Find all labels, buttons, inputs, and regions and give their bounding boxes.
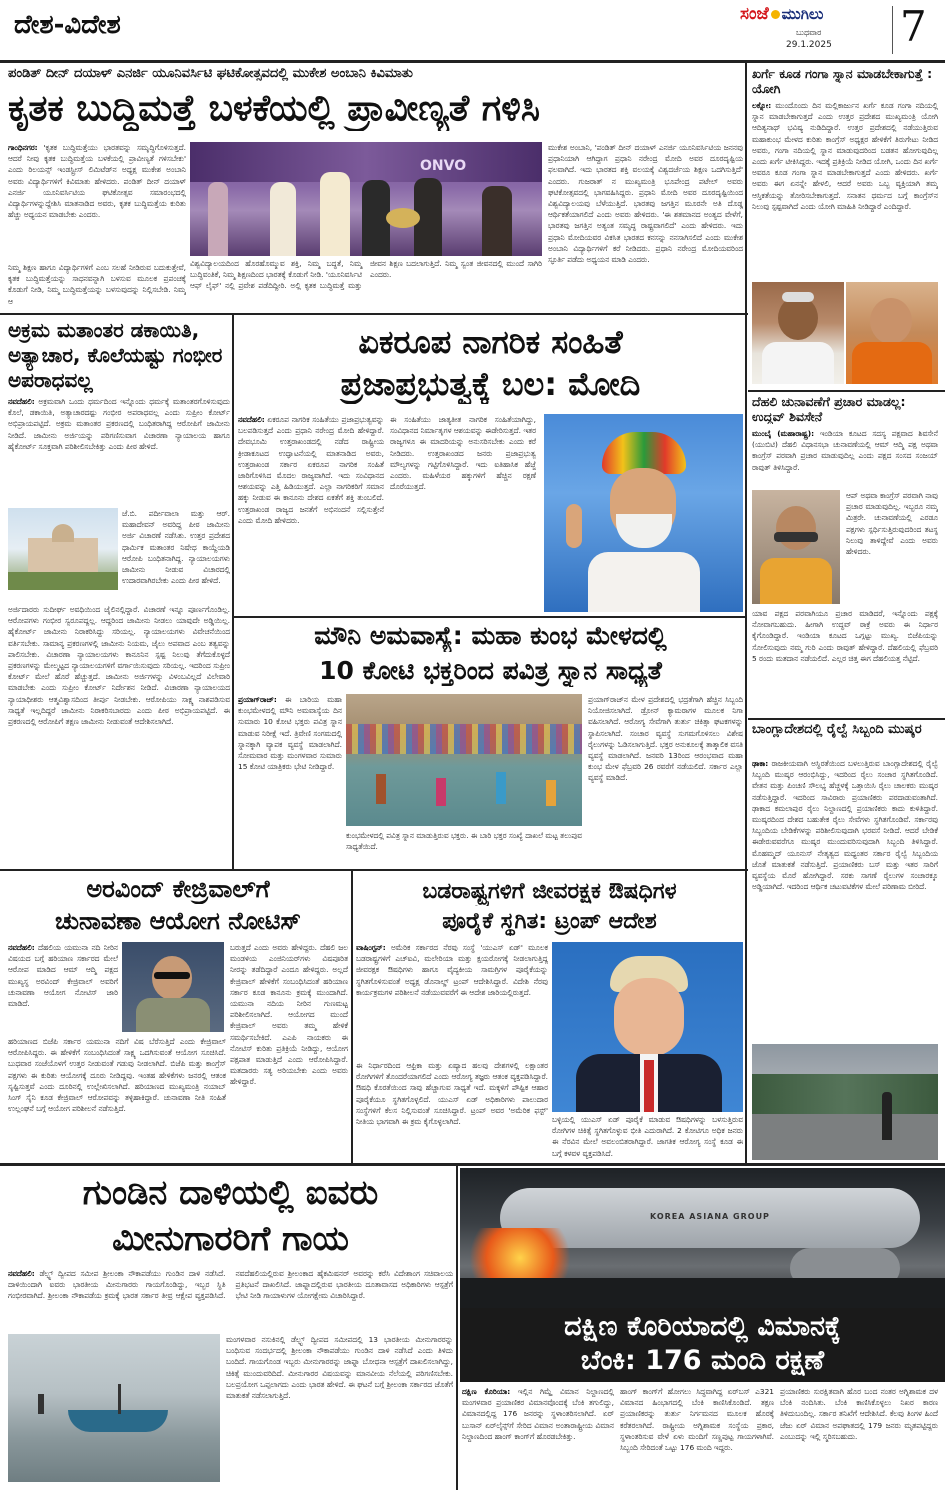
photo-fishing-boat — [8, 1334, 220, 1482]
headline-ucc-line1: ಏಕರೂಪ ನಾಗರಿಕ ಸಂಹಿತೆ — [358, 323, 623, 361]
issue-date: 29.1.2025 — [786, 40, 832, 50]
logo-sanje: ಸಂಜೆ — [740, 4, 769, 24]
bangladesh-body: ರಾಜಕೀಯವಾಗಿ ಅಸ್ಥಿರತೆಯಿಂದ ಬಳಲುತ್ತಿರುವ ಬಾಂಗ್ಲಾದೇಶದಲ್ಲಿ ರೈಲ್ವೆ ಸಿಬ್ಬಂದಿ ಮುಷ್ಕರ ಆರಂಭಿಸಿದ್ದು, ಇದರಿಂದ ರೈಲು ಸಂಚಾರ ಸ್ಥಗಿತಗೊಂಡಿದೆ. ವೇತನ ಮತ್ತು ಪಿಂಚಣಿ ಸೌಲಭ್ಯ ಹೆಚ್ಚಳಕ್ಕೆ ಒತ್ತಾಯಿಸಿ ರೈಲು ಚಾಲಕರು ಮುಷ್ಕರ ನಡೆಸುತ್ತಿದ್ದಾರೆ. ಇದರಿಂದ ಸಾವಿರಾರು ಪ್ರಯಾಣಿಕರು ಪರದಾಡುವಂತಾಗಿದೆ. ಢಾಕಾದ ಕಮಲಾಪುರ ರೈಲು ನಿಲ್ದಾಣದಲ್ಲಿ ಪ್ರಯಾಣಿಕರು ಕಾದು ಕುಳಿತಿದ್ದಾರೆ. ಮುಷ್ಕರದಿಂದ ದೇಶದ ಬಹುತೇಕ ರೈಲು ಸೇವೆಗಳು ಸ್ಥಗಿತಗೊಂಡಿವೆ. ಸರ್ಕಾರವು ಸಿಬ್ಬಂದಿಯ ಬೇಡಿಕೆಗಳನ್ನು ಪರಿಶೀಲಿಸುವುದಾಗಿ ಭರವಸೆ ನೀಡಿದೆ. ಆದರೆ ಬೇಡಿಕೆ ಈಡೇರುವವರೆಗೂ ಮುಷ್ಕರ ಮುಂದುವರಿಸುವುದಾಗಿ ಸಿಬ್ಬಂದಿ ತಿಳಿಸಿದ್ದಾರೆ. ಮೊಹಮ್ಮದ್ ಯೂನುಸ್ ನೇತೃತ್ವದ ಮಧ್ಯಂತರ ಸರ್ಕಾರ ರೈಲ್ವೆ ಸಿಬ್ಬಂದಿಯ ಜೊತೆ ಮಾತುಕತೆ ನಡೆಸುತ್ತಿದೆ. ಪ್ರಯಾಣಿಕರು ಬಸ್ ಮತ್ತು ಇತರ ಸಾರಿಗೆ ವ್ಯವಸ್ಥೆಯ ಮೊರೆ ಹೋಗಿದ್ದಾರೆ. ಸರಕು ಸಾಗಣೆ ರೈಲುಗಳ ಸಂಚಾರಕ್ಕೂ ಅಡ್ಡಿಯಾಗಿದೆ. ಇದರಿಂದ ಆರ್ಥಿಕ ಚಟುವಟಿಕೆಗಳ ಮೇಲೆ ಪರಿಣಾಮ ಬೀರಿದೆ. — [752, 759, 938, 892]
yogi-body: ಮುಂದೊಂದು ದಿನ ಮಲ್ಲಿಕಾರ್ಜುನ ಖರ್ಗೆ ಕೂಡ ಗಂಗಾ ನದಿಯಲ್ಲಿ ಸ್ನಾನ ಮಾಡಬೇಕಾಗುತ್ತದೆ ಎಂದು ಉತ್ತರ ಪ್ರದೇಶದ ಮುಖ್ಯಮಂತ್ರಿ ಯೋಗಿ ಆದಿತ್ಯನಾಥ್ ಭವಿಷ್ಯ ನುಡಿದಿದ್ದಾರೆ. ಉತ್ತರ ಪ್ರದೇಶದಲ್ಲಿ ನಡೆಯುತ್ತಿರುವ ಮಹಾಕುಂಭ ಮೇಳದ ಕುರಿತು ಕಾಂಗ್ರೆಸ್ ಅಧ್ಯಕ್ಷರ ಹೇಳಿಕೆಗೆ ತಿರುಗೇಟು ನೀಡಿದ ಅವರು, ಗಂಗಾ ನದಿಯಲ್ಲಿ ಸ್ನಾನ ಮಾಡುವುದರಿಂದ ಬಡತನ ಹೋಗುವುದಿಲ್ಲ ಎಂದು ಖರ್ಗೆ ಟೀಕಿಸಿದ್ದರು. ಇದಕ್ಕೆ ಪ್ರತಿಕ್ರಿಯೆ ನೀಡಿದ ಯೋಗಿ, ಒಂದು ದಿನ ಖರ್ಗೆ ಅವರೂ ಕೂಡ ಗಂಗಾ ಸ್ನಾನ ಮಾಡಬೇಕಾಗುತ್ತದೆ ಎಂದು ಹೇಳಿದರು. ಖರ್ಗೆ ಅವರು ಈಗ ಏನನ್ನೇ ಹೇಳಲಿ, ಆದರೆ ಅವರು ಒಬ್ಬ ವ್ಯಕ್ತಿಯಾಗಿ ತಮ್ಮ ಆಸ್ತಿಕತೆಯನ್ನು ತೋರಿಸಬೇಕಾಗುತ್ತದೆ. ಸನಾತನ ಧರ್ಮದ ಬಗ್ಗೆ ಕಾಂಗ್ರೆಸ್‌ನ ನಿಲುವು ಸ್ಪಷ್ಟವಾಗಿದೆ ಎಂದು ಯೋಗಿ ಮಾಹಿತಿ ನೀಡಿದ್ದಾರೆ ಎಂದಿದ್ದಾರೆ. — [752, 101, 938, 211]
dateline-korea: ದಕ್ಷಿಣ ಕೊರಿಯಾ: — [462, 1387, 511, 1396]
ambani-caption: ವಿಶ್ವವಿದ್ಯಾಲಯದಿಂದ ಹೊರಹೊಮ್ಮುವ ಶಕ್ತಿ, ನಿಮ್ಮ ಬದ್ಧತೆ, ನಿಮ್ಮ ಬುದ್ಧಿವಂತಿಕೆ, ನಿಮ್ಮ ಶಿಕ್ಷಣದಿಂದ ಭಾರತಕ್ಕೆ ಕೊಡುಗೆ ನೀಡಿ. 'ಯೂನಿವರ್ಸಿಟಿ ಆಫ್ ಲೈಫ್' ನಲ್ಲಿ ಪ್ರವೇಶ ಪಡೆದಿದ್ದೀರಿ. ಅಲ್ಲಿ ಕೃತಕ ಬುದ್ಧಿಮತ್ತೆ ಮತ್ತು ಜೀವನ ಶಿಕ್ಷಣ ಬದಲಾಗುತ್ತಿದೆ. ನಿಮ್ಮ ಸ್ವಂತ ಜೀವನದಲ್ಲಿ ಮುಂದೆ ಸಾಗಿರಿ ಎಂದರು. — [190, 259, 542, 291]
headline-kumbh-line2: 10 ಕೋಟಿ ಭಕ್ತರಿಂದ ಪವಿತ್ರ ಸ್ನಾನ ಸಾಧ್ಯತೆ — [319, 656, 662, 685]
trump-text3: ಬಳ್ಳಿಯಲ್ಲಿ ಯುಎಸ್ ಏಡ್ ಪೂರೈಕೆ ಮಾಡುವ ಔಷಧಿಗಳನ್ನು ಬಳಸುತ್ತಿರುವ ರೋಗಿಗಳ ಚಿಕಿತ್ಸೆ ಸ್ಥಗಿತಗೊಳ್ಳುವ ಭೀತಿ ಎದುರಾಗಿದೆ. 2 ಕೋಟಿಗೂ ಅಧಿಕ ಜನರು ಈ ನೆರವಿನ ಮೇಲೆ ಅವಲಂಬಿತರಾಗಿದ್ದಾರೆ. ಜಾಗತಿಕ ಆರೋಗ್ಯ ಸಂಸ್ಥೆ ಕೂಡ ಈ ಬಗ್ಗೆ ಕಳವಳ ವ್ಯಕ್ತಪಡಿಸಿದೆ. — [552, 1115, 743, 1158]
dateline-uddhav: ಮುಂಬೈ (ಮಹಾರಾಷ್ಟ್ರ): — [752, 429, 815, 438]
photo-kumbh-bathing — [346, 694, 582, 826]
kicker-ambani: ಪಂಡಿತ್ ದೀನ್ ದಯಾಳ್ ಎನರ್ಜಿ ಯೂನಿವರ್ಸಿಟಿ ಘಟಿಕೋತ್ಸವದಲ್ಲಿ ಮುಕೇಶ ಅಂಬಾನಿ ಕಿವಿಮಾತು — [8, 66, 413, 81]
headline-fishermen-line1: ಗುಂಡಿನ ದಾಳಿಯಲ್ಲಿ ಐವರು — [82, 1173, 379, 1213]
headline-korea-line2: ಬೆಂಕಿ: 176 ಮಂದಿ ರಕ್ಷಣೆ — [580, 1345, 825, 1376]
ucc-col2: ಈ ಸಂಹಿತೆಯು ಜಾತ್ಯತೀತ ನಾಗರಿಕ ಸಂಹಿತೆಯಾಗಿದ್ದು, ಸಂವಿಧಾನದ ನಿರ್ಮಾತೃಗಳ ಆಶಯವನ್ನು ಈಡೇರಿಸುತ್ತದೆ. ಇತರ ರಾಜ್ಯಗಳೂ ಈ ಮಾದರಿಯನ್ನು ಅನುಸರಿಸಬೇಕು ಎಂದು ಕರೆ ನೀಡಿದರು. ಉತ್ತರಾಖಂಡದ ಜನರು ಪ್ರಜಾಪ್ರಭುತ್ವ ಮೌಲ್ಯಗಳನ್ನು ಗಟ್ಟಿಗೊಳಿಸಿದ್ದಾರೆ. ಇದು ಐತಿಹಾಸಿಕ ಹೆಜ್ಜೆ ಎಂದರು. ಮಹಿಳೆಯರ ಹಕ್ಕುಗಳಿಗೆ ಹೆಚ್ಚಿನ ರಕ್ಷಣೆ ದೊರೆಯುತ್ತದೆ. — [390, 415, 536, 492]
bangladesh-text — [752, 758, 938, 1040]
photo-aircraft-fire — [460, 1168, 945, 1308]
section-title: ದೇಶ-ವಿದೇಶ — [14, 10, 121, 40]
crime-text3: ಅರ್ಜಿದಾರರು ಸುದೀರ್ಘ ಅವಧಿಯಿಂದ ಜೈಲಿನಲ್ಲಿದ್ದಾರೆ. ವಿಚಾರಣೆ ಇನ್ನೂ ಪೂರ್ಣಗೊಂಡಿಲ್ಲ. ಆರೋಪಗಳು ಗಂಭೀರ ಸ್ವರೂಪದ್ದಲ್ಲ. ಆದ್ದರಿಂದ ಜಾಮೀನು ನೀಡಲು ಯಾವುದೇ ಅಡ್ಡಿಯಿಲ್ಲ. ಹೈಕೋರ್ಟ್ ಜಾಮೀನು ನಿರಾಕರಿಸಿದ್ದು ಸರಿಯಲ್ಲ. ನ್ಯಾಯಾಲಯಗಳು ವಿವೇಚನೆಯಿಂದ ವರ್ತಿಸಬೇಕು. ಸಾಮಾನ್ಯ ಪ್ರಕರಣಗಳಲ್ಲಿ ಜಾಮೀನು ನಿಯಮ, ಜೈಲು ಅಪವಾದ ಎಂಬ ತತ್ವವನ್ನು ಪಾಲಿಸಬೇಕು. ವಿಚಾರಣಾ ನ್ಯಾಯಾಲಯಗಳು ಕಾನೂನಿನ ಸ್ಪಷ್ಟ ನಿಲುವು ತೆಗೆದುಕೊಳ್ಳದೆ ಪ್ರಕರಣಗಳನ್ನು ಮೇಲ್ಮಟ್ಟದ ನ್ಯಾಯಾಲಯಗಳಿಗೆ ವರ್ಗಾಯಿಸುವುದು ಸರಿಯಲ್ಲ. ಇದರಿಂದ ಸುಪ್ರೀಂ ಕೋರ್ಟ್ ಮೇಲೆ ಹೊರೆ ಹೆಚ್ಚುತ್ತದೆ. ಜಾಮೀನು ಅರ್ಜಿಗಳನ್ನು ವಿಳಂಬವಿಲ್ಲದೆ ವಿಲೇವಾರಿ ಮಾಡಬೇಕು ಎಂದು ಸುಪ್ರೀಂ ಕೋರ್ಟ್ ನಿರ್ದೇಶನ ನೀಡಿದೆ. ವಿಚಾರಣಾ ನ್ಯಾಯಾಲಯದ ನ್ಯಾಯಾಧೀಶರು ಆತ್ಮವಿಶ್ವಾಸದಿಂದ ತೀರ್ಪು ನೀಡಬೇಕು. ಆರೋಪಿಯು ಸಾಕ್ಷ್ಯ ನಾಶಪಡಿಸುವ ಸಾಧ್ಯತೆ ಇಲ್ಲದಿದ್ದರೆ ಜಾಮೀನು ನಿರಾಕರಿಸಬಾರದು ಎಂದು ಪೀಠ ಅಭಿಪ್ರಾಯಪಟ್ಟಿದೆ. ಈ ಪ್ರಕರಣದಲ್ಲಿ ಆರೋಪಿಗೆ ತಕ್ಷಣ ಜಾಮೀನು ನೀಡುವಂತೆ ಆದೇಶಿಸಲಾಗಿದೆ. — [8, 605, 230, 727]
ucc-col1 — [238, 414, 384, 612]
photo-supreme-court — [8, 508, 118, 590]
photo-railway-platform — [752, 1044, 938, 1160]
headline-bangladesh: ಬಾಂಗ್ಲಾದೇಶದಲ್ಲಿ ರೈಲ್ವೆ ಸಿಬ್ಬಂದಿ ಮುಷ್ಕರ — [752, 722, 922, 737]
dateline-ambani: ಗಾಂಧಿನಗರ: — [8, 143, 38, 152]
issue-weekday: ಬುಧವಾರ — [796, 28, 822, 37]
dateline-crime: ನವದೆಹಲಿ: — [8, 397, 35, 406]
logo-mugilu: ಮುಗಿಲು — [781, 5, 824, 23]
headline-conversion: ಅಕ್ರಮ ಮತಾಂತರ ಡಕಾಯಿತಿ, ಅತ್ಯಾಚಾರ, ಕೊಲೆಯಷ್ಟು ಗಂಭೀರ ಅಪರಾಧವಲ್ಲ — [8, 318, 223, 392]
headline-kejriwal-line2: ಚುನಾವಣಾ ಆಯೋಗ ನೋಟಿಸ್ — [55, 907, 301, 935]
dateline-trump: ವಾಷಿಂಗ್ಟನ್: — [356, 943, 386, 952]
headline-korea-line1: ದಕ್ಷಿಣ ಕೊರಿಯಾದಲ್ಲಿ ವಿಮಾನಕ್ಕೆ — [564, 1311, 841, 1342]
photo-yogi — [846, 282, 938, 384]
fishermen-text2: ಮಂಗಳವಾರ ನಸುಕಿನಲ್ಲಿ ಡೆಲ್ಫ್ಟ್ ದ್ವೀಪದ ಸಮೀಪದಲ್ಲಿ 13 ಭಾರತೀಯ ಮೀನುಗಾರರನ್ನು ಬಂಧಿಸುವ ಸಂದರ್ಭದಲ್ಲಿ ಶ್ರೀಲಂಕಾ ನೌಕಾಪಡೆಯು ಗುಂಡಿನ ದಾಳಿ ನಡೆಸಿದೆ ಎಂದು ತಿಳಿದು ಬಂದಿದೆ. ಗಾಯಗೊಂಡ ಇಬ್ಬರು ಮೀನುಗಾರರನ್ನು ಜಾಫ್ನಾ ಬೋಧನಾ ಆಸ್ಪತ್ರೆಗೆ ದಾಖಲಿಸಲಾಗಿದ್ದು, ಚಿಕಿತ್ಸೆ ಮುಂದುವರಿದಿದೆ. ಮೀನುಗಾರರ ವಿಷಯವನ್ನು ಮಾನವೀಯ ನೆಲೆಯಲ್ಲಿ ಪರಿಗಣಿಸಬೇಕು. ಬಲಪ್ರಯೋಗ ಒಪ್ಪಲಾಗದು ಎಂದು ಭಾರತ ಹೇಳಿದೆ. ಈ ಘಟನೆ ಬಗ್ಗೆ ಶ್ರೀಲಂಕಾ ಸರ್ಕಾರದ ಜೊತೆಗೆ ಮಾತುಕತೆ ನಡೆಸಲಾಗುತ್ತಿದೆ. — [226, 1335, 453, 1401]
photo-trump — [552, 942, 743, 1112]
korea-col1-body: ಇಲ್ಲಿನ ಗಿಮ್ಹೆ ವಿಮಾನ ನಿಲ್ದಾಣದಲ್ಲಿ ಮಂಗಳವಾರ ಪ್ರಯಾಣಿಕರ ವಿಮಾನವೊಂದಕ್ಕೆ ಬೆಂಕಿ ತಗುಲಿದ್ದು, ವಿಮಾನದಲ್ಲಿದ್ದ 176 ಜನರನ್ನು ಸ್ಥಳಾಂತರಿಸಲಾಗಿದೆ. ಏರ್ ಬುಸಾನ್ ಏರ್‌ಲೈನ್ಸ್‌ಗೆ ಸೇರಿದ ವಿಮಾನ ಅಂತಾರಾಷ್ಟ್ರೀಯ ವಿಮಾನ ನಿಲ್ದಾಣದಿಂದ ಹಾಂಗ್ ಕಾಂಗ್‌ಗೆ ಹೊರಡಬೇಕಿತ್ತು. — [462, 1387, 614, 1441]
uddhav-text2: ಆಪ್ ಅಥವಾ ಕಾಂಗ್ರೆಸ್ ಪರವಾಗಿ ನಾವು ಪ್ರಚಾರ ಮಾಡುವುದಿಲ್ಲ. ಇಬ್ಬರೂ ನಮ್ಮ ಮಿತ್ರರೇ. ಚುನಾವಣೆಯಲ್ಲಿ ಎರಡೂ ಪಕ್ಷಗಳು ಸ್ಪರ್ಧಿಸುತ್ತಿರುವುದರಿಂದ ತಟಸ್ಥ ನಿಲುವು ತಾಳಿದ್ದೇವೆ ಎಂದು ಅವರು ಹೇಳಿದರು. — [846, 491, 938, 557]
photo-kejriwal — [122, 942, 224, 1032]
korea-headline-band — [460, 1308, 945, 1382]
fishermen-body: ಡೆಲ್ಫ್ಟ್ ದ್ವೀಪದ ಸಮೀಪ ಶ್ರೀಲಂಕಾ ನೌಕಾಪಡೆಯು ಗುಂಡಿನ ದಾಳಿ ನಡೆಸಿದೆ. ದಾಳಿಯಿಂದಾಗಿ ಐವರು ಭಾರತೀಯ ಮೀನುಗಾರರು ಗಾಯಗೊಂಡಿದ್ದು, ಇಬ್ಬರ ಸ್ಥಿತಿ ಗಂಭೀರವಾಗಿದೆ. ಶ್ರೀಲಂಕಾ ನೌಕಾಪಡೆಯ ಕ್ರಮಕ್ಕೆ ಭಾರತ ಸರ್ಕಾರ ತೀವ್ರ ಆಕ್ಷೇಪ ವ್ಯಕ್ತಪಡಿಸಿದೆ. ನವದೆಹಲಿಯಲ್ಲಿರುವ ಶ್ರೀಲಂಕಾದ ಹೈಕಮಿಷನರ್ ಅವರನ್ನು ಕರೆಸಿ ವಿದೇಶಾಂಗ ಸಚಿವಾಲಯ ಪ್ರತಿಭಟನೆ ದಾಖಲಿಸಿದೆ. ಜಾಫ್ನಾದಲ್ಲಿರುವ ಭಾರತೀಯ ದೂತಾವಾಸದ ಅಧಿಕಾರಿಗಳು ಆಸ್ಪತ್ರೆಗೆ ಭೇಟಿ ನೀಡಿ ಗಾಯಾಳುಗಳ ಯೋಗಕ್ಷೇಮ ವಿಚಾರಿಸಿದ್ದಾರೆ. — [8, 1269, 453, 1301]
headline-trump-line2: ಪೂರೈಕೆ ಸ್ಥಗಿತ: ಟ್ರಂಪ್ ಆದೇಶ — [442, 909, 657, 934]
kumbh-col1-body: ಈ ಬಾರಿಯ ಮಹಾ ಕುಂಭಮೇಳದಲ್ಲಿ ಮೌನಿ ಅಮವಾಸ್ಯೆಯ ದಿನ ಸುಮಾರು 10 ಕೋಟಿ ಭಕ್ತರು ಪವಿತ್ರ ಸ್ನಾನ ಮಾಡುವ ನಿರೀಕ್ಷೆ ಇದೆ. ತ್ರಿವೇಣಿ ಸಂಗಮದಲ್ಲಿ ಸ್ನಾನಕ್ಕಾಗಿ ವ್ಯಾಪಕ ವ್ಯವಸ್ಥೆ ಮಾಡಲಾಗಿದೆ. ಸೋಮವಾರ ಮತ್ತು ಮಂಗಳವಾರ ಸುಮಾರು 15 ಕೋಟಿ ಯಾತ್ರಿಕರು ಭೇಟಿ ನೀಡಿದ್ದಾರೆ. — [238, 695, 342, 772]
trump-body1: ಅಮೆರಿಕ ಸರ್ಕಾರದ ನೆರವು ಸಂಸ್ಥೆ 'ಯುಎಸ್ ಏಡ್' ಮೂಲಕ ಬಡರಾಷ್ಟ್ರಗಳಿಗೆ ಎಚ್‌ಐವಿ, ಮಲೇರಿಯಾ ಮತ್ತು ಕ್ಷಯರೋಗಕ್ಕೆ ನೀಡಲಾಗುತ್ತಿದ್ದ ಜೀವರಕ್ಷಕ ಔಷಧಿಗಳು ಹಾಗೂ ವೈದ್ಯಕೀಯ ಸಾಮಗ್ರಿಗಳ ಪೂರೈಕೆಯನ್ನು ಸ್ಥಗಿತಗೊಳಿಸುವಂತೆ ಅಧ್ಯಕ್ಷ ಡೊನಾಲ್ಡ್ ಟ್ರಂಪ್ ಆದೇಶಿಸಿದ್ದಾರೆ. ವಿದೇಶಿ ನೆರವು ಕಾರ್ಯಕ್ರಮಗಳ ಪರಿಶೀಲನೆ ನಡೆಯುವವರೆಗೆ ಈ ಆದೇಶ ಜಾರಿಯಲ್ಲಿರುತ್ತದೆ. — [356, 943, 548, 997]
photo-modi — [544, 414, 743, 612]
kejriwal-text1 — [8, 942, 118, 1032]
korea-col2: ಹಾಂಗ್ ಕಾಂಗ್‌ಗೆ ಹೋಗಲು ಸಿದ್ಧವಾಗಿದ್ದ ಏರ್‌ಬಸ್ ಎ321 ವಿಮಾನದ ಹಿಂಭಾಗದಲ್ಲಿ ಬೆಂಕಿ ಕಾಣಿಸಿಕೊಂಡಿದೆ. ತಕ್ಷಣ ಪ್ರಯಾಣಿಕರನ್ನು ತುರ್ತು ನಿರ್ಗಮನದ ಮೂಲಕ ಹೊರಕ್ಕೆ ಕರೆತರಲಾಗಿದೆ. ರಾಷ್ಟ್ರೀಯ ಅಗ್ನಿಶಾಮಕ ಸಂಸ್ಥೆಯ ಪ್ರಕಾರ, ಸ್ಥಳಾಂತರಿಸುವ ವೇಳೆ ಏಳು ಮಂದಿಗೆ ಸಣ್ಣಪುಟ್ಟ ಗಾಯಗಳಾಗಿವೆ. ಸಿಬ್ಬಂದಿ ಸೇರಿದಂತೆ ಒಟ್ಟು 176 ಮಂದಿ ಇದ್ದರು. — [620, 1387, 774, 1453]
dateline-bangladesh: ಢಾಕಾ: — [752, 759, 769, 768]
crime-text1 — [8, 396, 230, 504]
kejriwal-text3: ಬರುತ್ತದೆ ಎಂದು ಅವರು ಹೇಳಿದ್ದರು. ದೆಹಲಿ ಜಲ ಮಂಡಳಿಯ ಎಂಜಿನಿಯರ್‌ಗಳು ವಿಷಪೂರಿತ ನೀರನ್ನು ತಡೆದಿದ್ದಾರೆ ಎಂದೂ ಹೇಳಿದ್ದರು. ಅಲ್ಲದೆ ಕೇಜ್ರಿವಾಲ್ ಹೇಳಿಕೆಗೆ ಸಂಬಂಧಿಸಿದಂತೆ ಹರಿಯಾಣ ಸರ್ಕಾರ ಕೂಡ ಕಾನೂನು ಕ್ರಮಕ್ಕೆ ಮುಂದಾಗಿದೆ. ಯಮುನಾ ನದಿಯ ನೀರಿನ ಗುಣಮಟ್ಟ ಪರಿಶೀಲಿಸಲಾಗಿದೆ. ಆಯೋಗದ ಮುಂದೆ ಕೇಜ್ರಿವಾಲ್ ಅವರು ತಮ್ಮ ಹೇಳಿಕೆ ಸಮರ್ಥಿಸಬೇಕಿದೆ. ಎಎಪಿ ನಾಯಕರು ಈ ನೋಟಿಸ್ ಕುರಿತು ಪ್ರತಿಕ್ರಿಯೆ ನೀಡಿದ್ದು, ಆಯೋಗ ಪಕ್ಷಪಾತ ಮಾಡುತ್ತಿದೆ ಎಂದು ಆರೋಪಿಸಿದ್ದಾರೆ. ಮತದಾರರು ಸತ್ಯ ಅರಿಯಬೇಕು ಎಂದು ಅವರು ಹೇಳಿದ್ದಾರೆ. — [230, 943, 348, 1087]
dateline-yogi: ಲಕ್ನೋ: — [752, 101, 772, 110]
ambani-col1-text: 'ಕೃತಕ ಬುದ್ಧಿಮತ್ತೆಯು ಭಾರತವನ್ನು ಸಮೃದ್ಧಿಗೊಳಿಸುತ್ತದೆ. ಆದರೆ ನೀವು ಕೃತಕ ಬುದ್ಧಿಮತ್ತೆಯ ಬಳಕೆಯಲ್ಲಿ ಪ್ರಾವೀಣ್ಯತೆ ಗಳಿಸಬೇಕು' ಎಂದು ರಿಲಯನ್ಸ್ ಇಂಡಸ್ಟ್ರೀಸ್ ಲಿಮಿಟೆಡ್‌ನ ಅಧ್ಯಕ್ಷ ಮುಕೇಶ ಅಂಬಾನಿ ಅವರು ವಿದ್ಯಾರ್ಥಿಗಳಿಗೆ ಕಿವಿಮಾತು ಹೇಳಿದರು. ಪಂಡಿತ್ ದೀನ್ ದಯಾಳ್ ಎನರ್ಜಿ ಯೂನಿವರ್ಸಿಟಿಯ ಘಟಿಕೋತ್ಸವ ಸಮಾರಂಭದಲ್ಲಿ ವಿದ್ಯಾರ್ಥಿಗಳನ್ನುದ್ದೇಶಿಸಿ ಮಾತನಾಡಿದ ಅವರು, ಕೃತಕ ಬುದ್ಧಿಮತ್ತೆಯ ಕುರಿತು ಹೆಚ್ಚು ಅಧ್ಯಯನ ಮಾಡಬೇಕು ಎಂದರು. — [8, 143, 186, 220]
kumbh-col3: ಪ್ರಯಾಗ್‌ರಾಜ್‌ನ ಮೇಳ ಪ್ರದೇಶದಲ್ಲಿ ಭದ್ರತೆಗಾಗಿ ಹೆಚ್ಚಿನ ಸಿಬ್ಬಂದಿ ನಿಯೋಜಿಸಲಾಗಿದೆ. ಡ್ರೋನ್ ಕ್ಯಾಮರಾಗಳ ಮೂಲಕ ನಿಗಾ ವಹಿಸಲಾಗಿದೆ. ಆರೋಗ್ಯ ಸೇವೆಗಾಗಿ ತುರ್ತು ಚಿಕಿತ್ಸಾ ಘಟಕಗಳನ್ನು ಸ್ಥಾಪಿಸಲಾಗಿದೆ. ಸಂಚಾರ ವ್ಯವಸ್ಥೆ ಸುಗಮಗೊಳಿಸಲು ವಿಶೇಷ ರೈಲುಗಳನ್ನು ಓಡಿಸಲಾಗುತ್ತಿದೆ. ಭಕ್ತರ ಅನುಕೂಲಕ್ಕೆ ತಾತ್ಕಾಲಿಕ ವಸತಿ ವ್ಯವಸ್ಥೆ ಮಾಡಲಾಗಿದೆ. ಜನವರಿ 13ರಿಂದ ಆರಂಭವಾದ ಮಹಾ ಕುಂಭ ಮೇಳ ಫೆಬ್ರವರಿ 26 ರವರೆಗೆ ನಡೆಯಲಿದೆ. ಸರ್ಕಾರ ಎಲ್ಲಾ ವ್ಯವಸ್ಥೆ ಮಾಡಿದೆ. — [588, 695, 743, 783]
headline-kumbh-line1: ಮೌನಿ ಅಮವಾಸ್ಯೆ: ಮಹಾ ಕುಂಭ ಮೇಳದಲ್ಲಿ — [314, 621, 667, 650]
photo-ambani-convocation: ONVO — [190, 142, 542, 256]
page-number: 7 — [900, 2, 927, 51]
uddhav-text3: ಯಾವ ಪಕ್ಷದ ಪರವಾಗಿಯೂ ಪ್ರಚಾರ ಮಾಡಿದರೆ, ಇನ್ನೊಂದು ಪಕ್ಷಕ್ಕೆ ನೋವಾಗಬಹುದು. ಹೀಗಾಗಿ ಉದ್ಧವ್ ಠಾಕ್ರೆ ಅವರು ಈ ನಿರ್ಧಾರ ಕೈಗೊಂಡಿದ್ದಾರೆ. ಇಂಡಿಯಾ ಕೂಟದ ಒಗ್ಗಟ್ಟು ಮುಖ್ಯ. ಬಿಜೆಪಿಯನ್ನು ಸೋಲಿಸುವುದು ನಮ್ಮ ಗುರಿ ಎಂದು ರಾವುತ್ ಹೇಳಿದ್ದಾರೆ. ದೆಹಲಿಯಲ್ಲಿ ಫೆಬ್ರವರಿ 5 ರಂದು ಮತದಾನ ನಡೆಯಲಿದೆ. ಎಲ್ಲರ ಚಿತ್ತ ಈಗ ದೆಹಲಿಯತ್ತ ನೆಟ್ಟಿದೆ. — [752, 609, 938, 663]
headline-trump-line1: ಬಡರಾಷ್ಟ್ರಗಳಿಗೆ ಜೀವರಕ್ಷಕ ಔಷಧಿಗಳ — [422, 879, 677, 904]
kumbh-col1 — [238, 694, 342, 866]
headline-yogi: ಖರ್ಗೆ ಕೂಡ ಗಂಗಾ ಸ್ನಾನ ಮಾಡಬೇಕಾಗುತ್ತೆ : ಯೋಗಿ — [752, 66, 933, 96]
kejriwal-text2: ಹರಿಯಾಣದ ಬಿಜೆಪಿ ಸರ್ಕಾರ ಯಮುನಾ ನದಿಗೆ ವಿಷ ಬೆರೆಸುತ್ತಿದೆ ಎಂದು ಕೇಜ್ರಿವಾಲ್ ಆರೋಪಿಸಿದ್ದರು. ಈ ಹೇಳಿಕೆಗೆ ಸಂಬಂಧಿಸಿದಂತೆ ಸಾಕ್ಷ್ಯ ಒದಗಿಸುವಂತೆ ಆಯೋಗ ಸೂಚಿಸಿದೆ. ಬುಧವಾರ ಸಂಜೆಯೊಳಗೆ ಉತ್ತರ ನೀಡುವಂತೆ ಗಡುವು ನೀಡಲಾಗಿದೆ. ಬಿಜೆಪಿ ಮತ್ತು ಕಾಂಗ್ರೆಸ್ ಪಕ್ಷಗಳು ಈ ಕುರಿತು ಆಯೋಗಕ್ಕೆ ದೂರು ನೀಡಿದ್ದವು. ಇಂತಹ ಹೇಳಿಕೆಗಳು ಜನರಲ್ಲಿ ಆತಂಕ ಸೃಷ್ಟಿಸುತ್ತವೆ ಎಂದು ದೂರಿನಲ್ಲಿ ಉಲ್ಲೇಖಿಸಲಾಗಿದೆ. ಹರಿಯಾಣದ ಮುಖ್ಯಮಂತ್ರಿ ನಯಾಬ್ ಸಿಂಗ್ ಸೈನಿ ಕೂಡ ಕೇಜ್ರಿವಾಲ್ ಆರೋಪವನ್ನು ತಳ್ಳಿಹಾಕಿದ್ದಾರೆ. ಚುನಾವಣಾ ನೀತಿ ಸಂಹಿತೆ ಉಲ್ಲಂಘನೆ ಬಗ್ಗೆ ಆಯೋಗ ಪರಿಶೀಲನೆ ನಡೆಸುತ್ತಿದೆ. — [8, 1037, 226, 1114]
ambani-col1 — [8, 142, 186, 262]
headline-ucc-line2: ಪ್ರಜಾಪ್ರಭುತ್ವಕ್ಕೆ ಬಲ: ಮೋದಿ — [340, 365, 641, 403]
headline-ambani: ಕೃತಕ ಬುದ್ಧಿಮತ್ತೆ ಬಳಕೆಯಲ್ಲಿ ಪ್ರಾವೀಣ್ಯತೆ ಗಳಿಸಿ — [8, 88, 540, 129]
headline-uddhav: ದೆಹಲಿ ಚುನಾವಣೆಗೆ ಪ್ರಚಾರ ಮಾಡಲ್ಲ: ಉದ್ಧವ್ ಶಿವಸೇನೆ — [752, 394, 906, 424]
dateline-fishermen: ನವದೆಹಲಿ: — [8, 1269, 35, 1278]
photo-uddhav — [752, 490, 840, 604]
dateline-kejriwal: ನವದೆಹಲಿ: — [8, 943, 35, 952]
uddhav-text1 — [752, 428, 938, 484]
page-header — [0, 0, 945, 60]
uddhav-body1: ಇಂಡಿಯಾ ಕೂಟದ ಸದಸ್ಯ ಪಕ್ಷವಾದ ಶಿವಸೇನೆ (ಯುಬಿಟಿ) ದೆಹಲಿ ವಿಧಾನಸಭಾ ಚುನಾವಣೆಯಲ್ಲಿ ಆಮ್ ಆದ್ಮಿ ಪಕ್ಷ ಅಥವಾ ಕಾಂಗ್ರೆಸ್ ಪರವಾಗಿ ಪ್ರಚಾರ ಮಾಡುವುದಿಲ್ಲ ಎಂದು ಪಕ್ಷದ ಸಂಸದ ಸಂಜಯ್ ರಾವುತ್ ತಿಳಿಸಿದ್ದಾರೆ. — [752, 429, 938, 472]
ambani-col1b: ನಿಮ್ಮ ಶಿಕ್ಷಣ ಹಾಗೂ ವಿದ್ಯಾರ್ಥಿಗಳಿಗೆ ಎಂಬ ಸಲಹೆ ನೀಡಿರುವ ಬದುಕುತ್ತೇವೆ, ಕೃತಕ ಬುದ್ಧಿಮತ್ತೆಯನ್ನು ಸಾಧನವನ್ನಾಗಿ ಬಳಸುವ ಮೂಲಕ ಪ್ರಪಂಚಕ್ಕೆ ಕೊಡುಗೆ ನೀಡಿ, ನಿಮ್ಮ ಬುದ್ಧಿಮತ್ತೆಯನ್ನು ಬಳಸುವುದನ್ನು ನಿಲ್ಲಿಸಬೇಡಿ. ನಿಮ್ಮ ಆ — [8, 263, 186, 306]
headline-fishermen-line2: ಮೀನುಗಾರರಿಗೆ ಗಾಯ — [112, 1219, 349, 1259]
ucc-col1-body: ಏಕರೂಪ ನಾಗರಿಕ ಸಂಹಿತೆಯು ಪ್ರಜಾಪ್ರಭುತ್ವವನ್ನು ಬಲಪಡಿಸುತ್ತದೆ ಎಂದು ಪ್ರಧಾನಿ ನರೇಂದ್ರ ಮೋದಿ ಹೇಳಿದ್ದಾರೆ. ದೇವಭೂಮಿ ಉತ್ತರಾಖಂಡದಲ್ಲಿ ನಡೆದ ರಾಷ್ಟ್ರೀಯ ಕ್ರೀಡಾಕೂಟದ ಉದ್ಘಾಟನೆಯಲ್ಲಿ ಮಾತನಾಡಿದ ಅವರು, ಉತ್ತರಾಖಂಡ ಸರ್ಕಾರ ಏಕರೂಪ ನಾಗರಿಕ ಸಂಹಿತೆ ಜಾರಿಗೊಳಿಸಿದ ಮೊದಲ ರಾಜ್ಯವಾಗಿದೆ. ಇದು ಸಂವಿಧಾನದ ಆಶಯವನ್ನು ಎತ್ತಿ ಹಿಡಿಯುತ್ತದೆ. ಎಲ್ಲಾ ನಾಗರಿಕರಿಗೆ ಸಮಾನ ಹಕ್ಕು ನೀಡುವ ಈ ಕಾನೂನು ದೇಶದ ಏಕತೆಗೆ ಶಕ್ತಿ ತುಂಬಲಿದೆ. ಉತ್ತರಾಖಂಡ ರಾಜ್ಯದ ಜನತೆಗೆ ಅಭಿನಂದನೆ ಸಲ್ಲಿಸುತ್ತೇನೆ ಎಂದು ಮೋದಿ ಹೇಳಿದರು. — [238, 415, 384, 525]
masthead-logo — [740, 4, 890, 28]
headline-kejriwal-line1: ಅರವಿಂದ್ ಕೇಜ್ರಿವಾಲ್‌ಗೆ — [86, 875, 270, 903]
dateline-ucc: ನವದೆಹಲಿ: — [238, 415, 265, 424]
crime-body1: ಅಕ್ರಮವಾಗಿ ಒಂದು ಧರ್ಮದಿಂದ ಇನ್ನೊಂದು ಧರ್ಮಕ್ಕೆ ಮತಾಂತರಗೊಳಿಸುವುದು ಕೊಲೆ, ಡಕಾಯಿತಿ, ಅತ್ಯಾಚಾರದಷ್ಟು ಗಂಭೀರ ಅಪರಾಧವಲ್ಲ ಎಂದು ಸುಪ್ರೀಂ ಕೋರ್ಟ್ ಅಭಿಪ್ರಾಯಪಟ್ಟಿದೆ. ಅಕ್ರಮ ಮತಾಂತರ ಪ್ರಕರಣದಲ್ಲಿ ಬಂಧಿತರಾಗಿದ್ದ ಆರೋಪಿಗೆ ಜಾಮೀನು ನೀಡಿದೆ. ಜಾಮೀನು ಅರ್ಜಿಯನ್ನು ಪರಿಗಣಿಸುವಾಗ ವಿಚಾರಣಾ ನ್ಯಾಯಾಲಯ ಹಾಗೂ ಹೈಕೋರ್ಟ್ ಸೂಕ್ತವಾಗಿ ಪರಿಶೀಲಿಸಬೇಕಿತ್ತು ಎಂದು ಪೀಠ ಹೇಳಿದೆ. — [8, 397, 230, 451]
trump-text1 — [356, 942, 548, 1060]
crime-text2: ಜೆ.ಬಿ. ಪರ್ದೀವಾಲಾ ಮತ್ತು ಆರ್. ಮಹಾದೇವನ್ ಅವರಿದ್ದ ಪೀಠ ಜಾಮೀನು ಅರ್ಜಿ ವಿಚಾರಣೆ ನಡೆಸಿತು. ಉತ್ತರ ಪ್ರದೇಶದ ಧಾರ್ಮಿಕ ಮತಾಂತರ ನಿಷೇಧ ಕಾಯ್ದೆಯಡಿ ಆರೋಪಿ ಬಂಧಿತನಾಗಿದ್ದ. ನ್ಯಾಯಾಲಯಗಳು ಜಾಮೀನು ನೀಡುವ ವಿಚಾರದಲ್ಲಿ ಉದಾರವಾಗಿರಬೇಕು ಎಂದು ಪೀಠ ಹೇಳಿದೆ. — [122, 509, 230, 586]
korea-col1 — [462, 1386, 614, 1484]
sun-icon — [771, 10, 780, 19]
fishermen-text — [8, 1268, 453, 1328]
kejriwal-body1: ದೆಹಲಿಯ ಯಮುನಾ ನದಿ ನೀರಿನ ವಿಷಯದ ಬಗ್ಗೆ ಹರಿಯಾಣ ಸರ್ಕಾರದ ಮೇಲೆ ಆರೋಪ ಮಾಡಿದ ಆಮ್ ಆದ್ಮಿ ಪಕ್ಷದ ಮುಖ್ಯಸ್ಥ ಅರವಿಂದ್ ಕೇಜ್ರಿವಾಲ್ ಅವರಿಗೆ ಚುನಾವಣಾ ಆಯೋಗ ನೋಟಿಸ್ ಜಾರಿ ಮಾಡಿದೆ. — [8, 943, 118, 1009]
yogi-text — [752, 100, 938, 276]
ambani-col4: ಮುಕೇಶ ಅಂಬಾನಿ, 'ಪಂಡಿತ್ ದೀನ್ ದಯಾಳ್ ಎನರ್ಜಿ ಯೂನಿವರ್ಸಿಟಿಯ ಜನನವು ಪ್ರಧಾನಿಯಾಗಿ ಆಗಿದ್ದಾಗ ಪ್ರಧಾನಿ ನರೇಂದ್ರ ಮೋದಿ ಅವರ ದೂರದೃಷ್ಟಿಯ ಫಲವಾಗಿದೆ. ಇದು ಭಾರತದ ಶಕ್ತಿ ವಲಯಕ್ಕೆ ವಿಶ್ವದರ್ಜೆಯ ಶಿಕ್ಷಣ ಒದಗಿಸುತ್ತಿದೆ' ಎಂದರು. ಗುಜರಾತ್ ನ ಮುಖ್ಯಮಂತ್ರಿ ಭೂಪೇಂದ್ರ ಪಟೇಲ್ ಅವರು ಘಟಿಕೋತ್ಸವದಲ್ಲಿ ಭಾಗವಹಿಸಿದ್ದರು. ಪ್ರಧಾನಿ ಮೋದಿ ಅವರ ದೂರದೃಷ್ಟಿಯಿಂದ ವಿಶ್ವವಿದ್ಯಾಲಯವು ಬೆಳೆಯುತ್ತಿದೆ. ಭಾರತವು ಜಗತ್ತಿನ ಮೂರನೇ ಅತಿ ದೊಡ್ಡ ಆರ್ಥಿಕತೆಯಾಗಲಿದೆ ಎಂದು ಅವರು ಹೇಳಿದರು. 'ಈ ಶತಮಾನದ ಅಂತ್ಯದ ವೇಳೆಗೆ, ಭಾರತವು ಜಗತ್ತಿನ ಅತ್ಯಂತ ಸಮೃದ್ಧ ರಾಷ್ಟ್ರವಾಗಲಿದೆ' ಎಂದು ಹೇಳಿದರು. ಇದು ಪ್ರಧಾನಿ ಮೋದಿಯವರ ವಿಕಸಿತ ಭಾರತದ ಕನಸನ್ನು ನನಸಾಗಿಸಲಿದೆ ಎಂದು ಮುಕೇಶ ಅಂಬಾನಿ ವಿದ್ಯಾರ್ಥಿಗಳಿಗೆ ಕರೆ ನೀಡಿದರು. ಪ್ರಧಾನಿ ನರೇಂದ್ರ ಮೋದಿಯವರಿಂದ ಸ್ಫೂರ್ತಿ ಪಡೆದು ಅಧ್ಯಯನ ಮಾಡಿ ಎಂದರು. — [548, 143, 743, 265]
photo-kharge — [752, 282, 844, 384]
dateline-kumbh: ಪ್ರಯಾಗ್‌ರಾಜ್: — [238, 695, 277, 704]
kumbh-caption: ಕುಂಭಮೇಳದಲ್ಲಿ ಪವಿತ್ರ ಸ್ನಾನ ಮಾಡುತ್ತಿರುವ ಭಕ್ತರು. ಈ ಬಾರಿ ಭಕ್ತರ ಸಂಖ್ಯೆ ದಾಖಲೆ ಮಟ್ಟ ತಲುಪುವ ಸಾಧ್ಯತೆಯಿದೆ. — [346, 831, 582, 852]
trump-text2: ಈ ನಿರ್ಧಾರದಿಂದ ಆಫ್ರಿಕಾ ಮತ್ತು ಏಷ್ಯಾದ ಹಲವು ದೇಶಗಳಲ್ಲಿ ಲಕ್ಷಾಂತರ ರೋಗಿಗಳಿಗೆ ತೊಂದರೆಯಾಗಲಿದೆ ಎಂದು ಆರೋಗ್ಯ ತಜ್ಞರು ಆತಂಕ ವ್ಯಕ್ತಪಡಿಸಿದ್ದಾರೆ. ಔಷಧಿ ಕೊರತೆಯಿಂದ ಸಾವು ಹೆಚ್ಚಾಗುವ ಸಾಧ್ಯತೆ ಇದೆ. ಮಕ್ಕಳಿಗೆ ಪೌಷ್ಟಿಕ ಆಹಾರ ಪೂರೈಕೆಯೂ ಸ್ಥಗಿತಗೊಳ್ಳಲಿದೆ. ಯುಎಸ್ ಏಡ್ ಅಧಿಕಾರಿಗಳು ಪಾಲುದಾರ ಸಂಸ್ಥೆಗಳಿಗೆ ಕೆಲಸ ನಿಲ್ಲಿಸುವಂತೆ ಸೂಚಿಸಿದ್ದಾರೆ. ಟ್ರಂಪ್ ಅವರ 'ಅಮೆರಿಕ ಫಸ್ಟ್' ನೀತಿಯ ಭಾಗವಾಗಿ ಈ ಕ್ರಮ ಕೈಗೊಳ್ಳಲಾಗಿದೆ. — [356, 1061, 548, 1127]
korea-col3: ಪ್ರಯಾಣಿಕರು ಸುರಕ್ಷಿತವಾಗಿ ಹೊರ ಬಂದ ನಂತರ ಅಗ್ನಿಶಾಮಕ ದಳ ಬೆಂಕಿ ನಂದಿಸಿತು. ಬೆಂಕಿ ಕಾಣಿಸಿಕೊಳ್ಳಲು ನಿಖರ ಕಾರಣ ತಿಳಿದುಬಂದಿಲ್ಲ. ಸರ್ಕಾರ ತನಿಖೆಗೆ ಆದೇಶಿಸಿದೆ. ಕೆಲವು ತಿಂಗಳ ಹಿಂದೆ ಜೆಜು ಏರ್ ವಿಮಾನ ಅಪಘಾತದಲ್ಲಿ 179 ಜನರು ಮೃತಪಟ್ಟಿದ್ದರು ಎಂಬುದನ್ನು ಇಲ್ಲಿ ಸ್ಮರಿಸಬಹುದು. — [780, 1387, 938, 1441]
aircraft-livery-text: KOREA ASIANA GROUP — [650, 1212, 770, 1221]
